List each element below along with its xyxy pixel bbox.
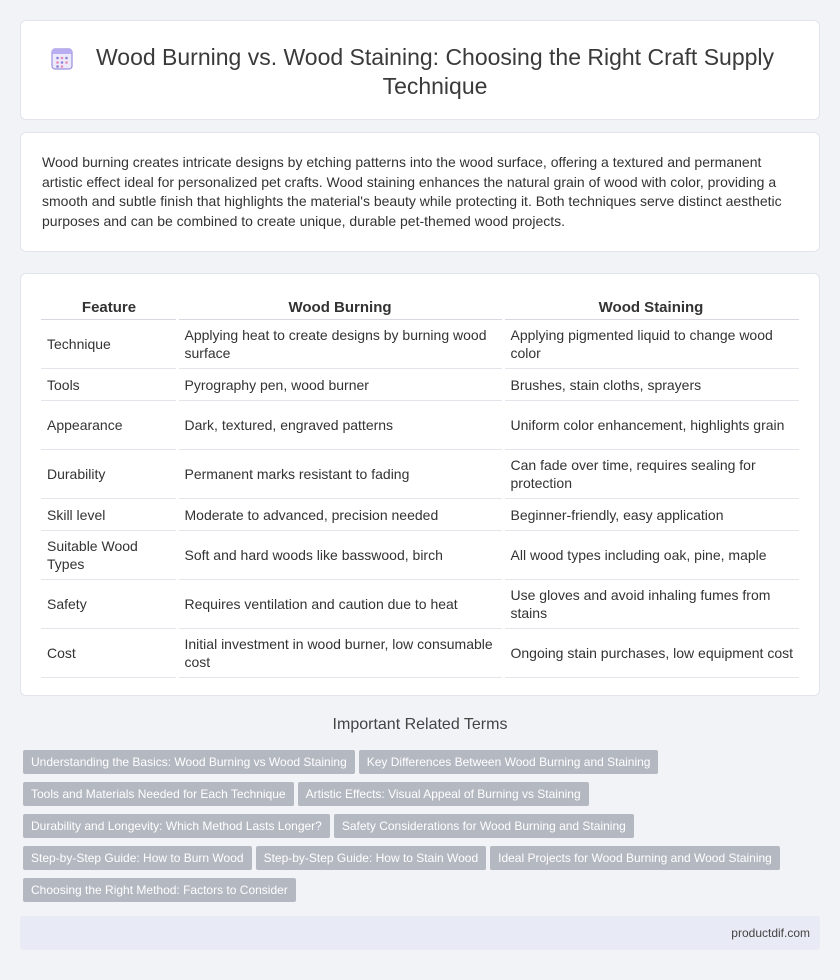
table-cell: Ongoing stain purchases, low equipment cost — [503, 629, 799, 678]
table-cell: Dark, textured, engraved patterns — [177, 401, 503, 450]
page-title: Wood Burning vs. Wood Staining: Choosing the Right Craft Supply Technique — [95, 44, 775, 99]
table-cell: Requires ventilation and caution due to heat — [177, 580, 503, 629]
table-cell: All wood types including oak, pine, maple — [503, 531, 799, 580]
table-row — [41, 531, 799, 580]
related-term-tag[interactable]: Tools and Materials Needed for Each Technique — [23, 782, 294, 806]
header-wood-burning: Wood Burning — [177, 296, 503, 320]
table-cell: Beginner-friendly, easy application — [503, 499, 799, 531]
related-term-tag[interactable]: Understanding the Basics: Wood Burning vs Wood Staining — [23, 750, 355, 774]
table-row — [41, 580, 799, 629]
related-terms-list — [23, 750, 803, 910]
table-cell: Applying pigmented liquid to change wood color — [503, 320, 799, 369]
table-row — [41, 629, 799, 678]
table-cell: Can fade over time, requires sealing for protection — [503, 450, 799, 499]
related-term-tag[interactable]: Key Differences Between Wood Burning and Staining — [359, 750, 659, 774]
intro-paragraph: Wood burning creates intricate designs by etching patterns into the wood surface, offering a textured and permanent artistic effect ideal for personalized pet crafts. Wood staining enhances the natural grain of wood with color, providing a smooth and subtle finish that highlights the material's beauty while protecting it. Both techniques serve distinct aesthetic purposes and can be combined to create unique, durable pet-themed wood projects. — [42, 154, 782, 229]
table-cell: Durability — [41, 450, 177, 499]
related-term-tag[interactable]: Choosing the Right Method: Factors to Consider — [23, 878, 296, 902]
comparison-card — [20, 273, 820, 696]
header-feature: Feature — [41, 296, 177, 320]
table-row — [41, 450, 799, 499]
table-cell: Applying heat to create designs by burning wood surface — [177, 320, 503, 369]
table-header-row — [41, 296, 799, 320]
related-term-tag[interactable]: Step-by-Step Guide: How to Burn Wood — [23, 846, 252, 870]
footer — [20, 916, 820, 950]
table-row — [41, 499, 799, 531]
intro-card — [20, 132, 820, 252]
table-cell: Moderate to advanced, precision needed — [177, 499, 503, 531]
table-cell: Safety — [41, 580, 177, 629]
related-terms-heading: Important Related Terms — [332, 716, 508, 733]
table-row — [41, 320, 799, 369]
related-term-tag[interactable]: Artistic Effects: Visual Appeal of Burning vs Staining — [298, 782, 589, 806]
table-cell: Pyrography pen, wood burner — [177, 369, 503, 401]
related-term-tag[interactable]: Safety Considerations for Wood Burning and Staining — [334, 814, 634, 838]
table-cell: Use gloves and avoid inhaling fumes from stains — [503, 580, 799, 629]
footer-site-link[interactable]: productdif.com — [731, 926, 810, 940]
table-cell: Tools — [41, 369, 177, 401]
table-cell: Technique — [41, 320, 177, 369]
comparison-table — [41, 296, 799, 678]
table-cell: Skill level — [41, 499, 177, 531]
table-cell: Permanent marks resistant to fading — [177, 450, 503, 499]
table-cell: Cost — [41, 629, 177, 678]
header-wood-staining: Wood Staining — [503, 296, 799, 320]
table-cell: Initial investment in wood burner, low consumable cost — [177, 629, 503, 678]
table-row — [41, 401, 799, 450]
table-cell: Appearance — [41, 401, 177, 450]
related-term-tag[interactable]: Ideal Projects for Wood Burning and Wood Staining — [490, 846, 780, 870]
related-term-tag[interactable]: Step-by-Step Guide: How to Stain Wood — [256, 846, 487, 870]
title-card — [20, 20, 820, 120]
table-cell: Brushes, stain cloths, sprayers — [503, 369, 799, 401]
related-term-tag[interactable]: Durability and Longevity: Which Method Lasts Longer? — [23, 814, 330, 838]
table-row — [41, 369, 799, 401]
table-cell: Soft and hard woods like basswood, birch — [177, 531, 503, 580]
table-cell: Uniform color enhancement, highlights grain — [503, 401, 799, 450]
table-cell: Suitable Wood Types — [41, 531, 177, 580]
